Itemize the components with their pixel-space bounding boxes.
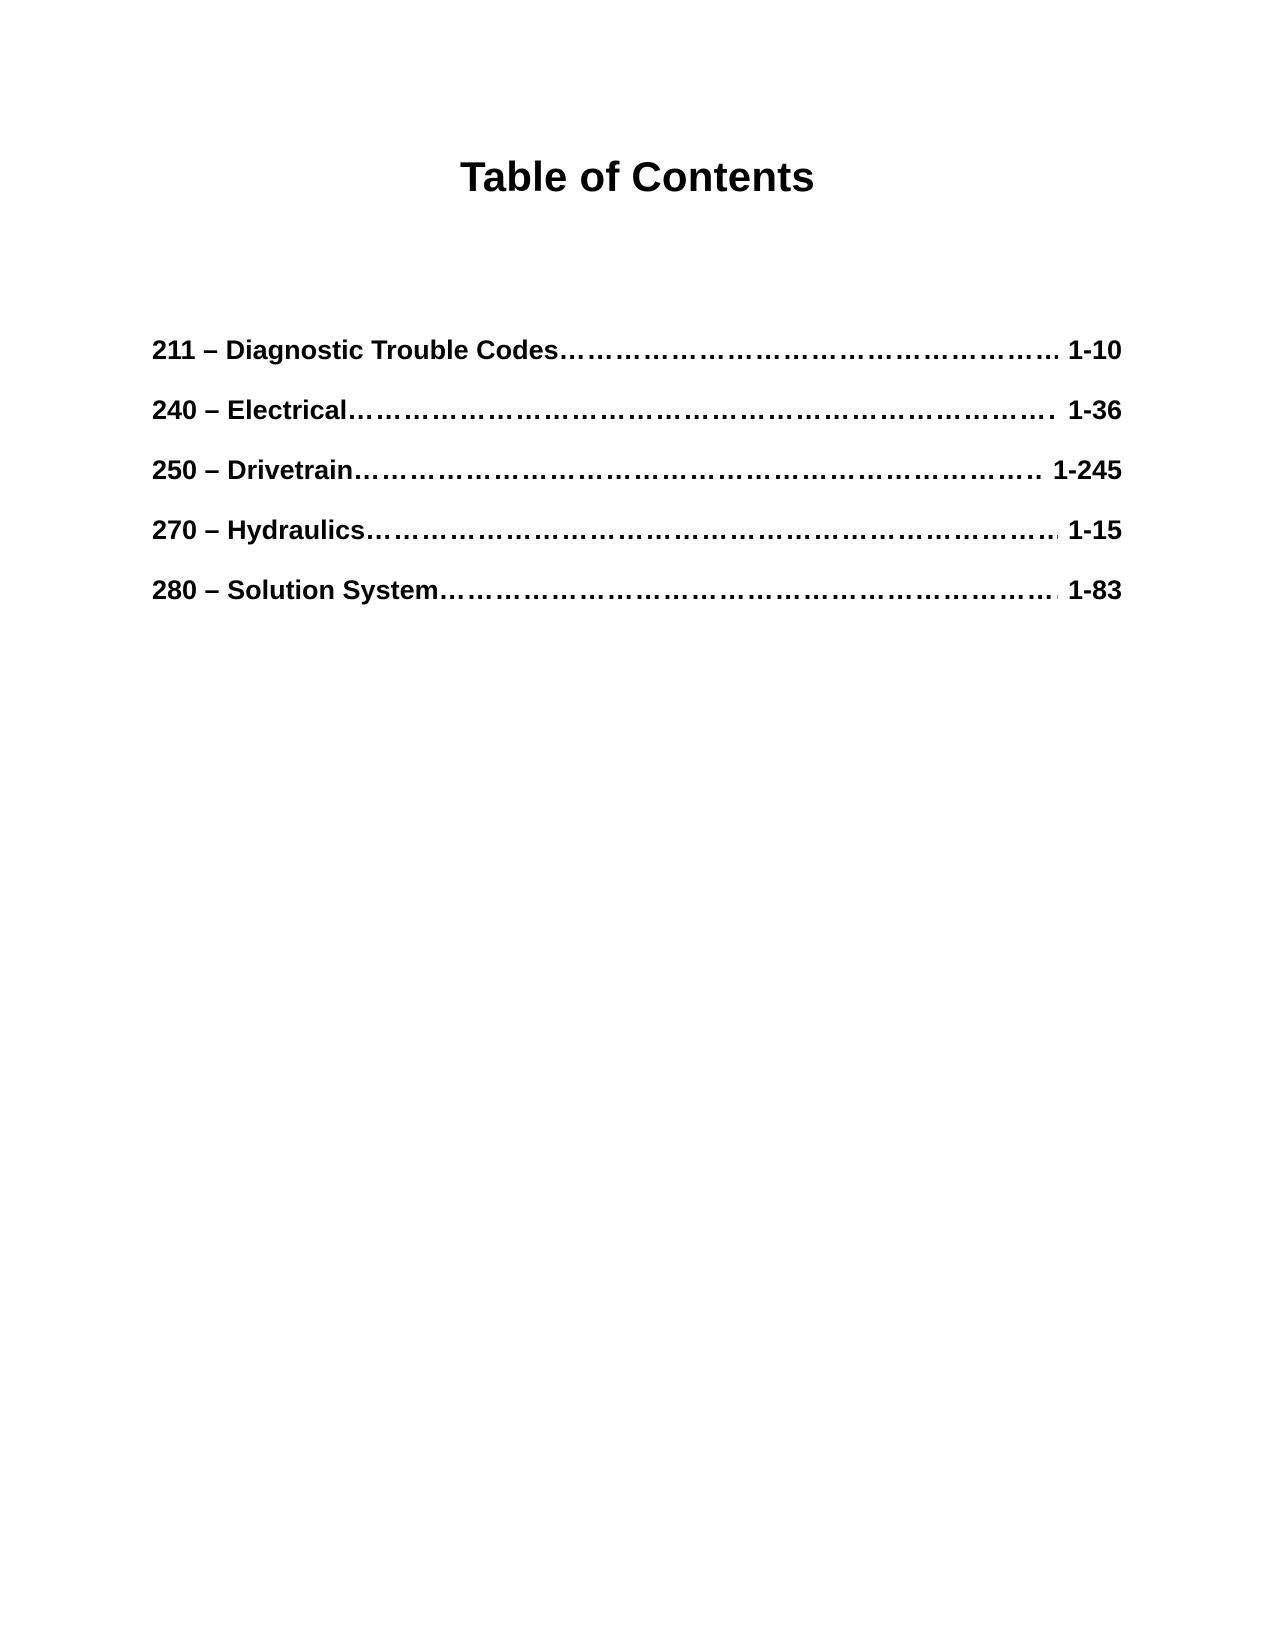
toc-entry-page: 1-10 [1067,335,1122,365]
toc-entry-page: 1-15 [1067,515,1122,545]
toc-entry-label: 280 – Solution System [152,575,439,605]
toc-entry-label: 270 – Hydraulics [152,515,366,545]
toc-entry-page: 1-83 [1067,575,1122,605]
toc-entry-label: 211 – Diagnostic Trouble Codes [152,335,559,365]
toc-entry-240[interactable] [152,380,1122,440]
toc-entry-211[interactable] [152,320,1122,380]
toc-dot-leader [439,573,1058,607]
toc-entry-280[interactable] [152,560,1122,620]
toc-entry-label: 250 – Drivetrain [152,455,354,485]
page-title: Table of Contents [460,153,815,200]
toc-entry-page: 1-36 [1067,395,1122,425]
toc-entry-page: 1-245 [1052,455,1122,485]
toc-entry-label: 240 – Electrical [152,395,348,425]
table-of-contents [152,320,1122,620]
toc-dot-leader [559,333,1058,367]
toc-entry-270[interactable] [152,500,1122,560]
toc-dot-leader [353,453,1043,487]
toc-dot-leader [365,513,1058,547]
toc-dot-leader [347,393,1058,427]
toc-entry-250[interactable] [152,440,1122,500]
